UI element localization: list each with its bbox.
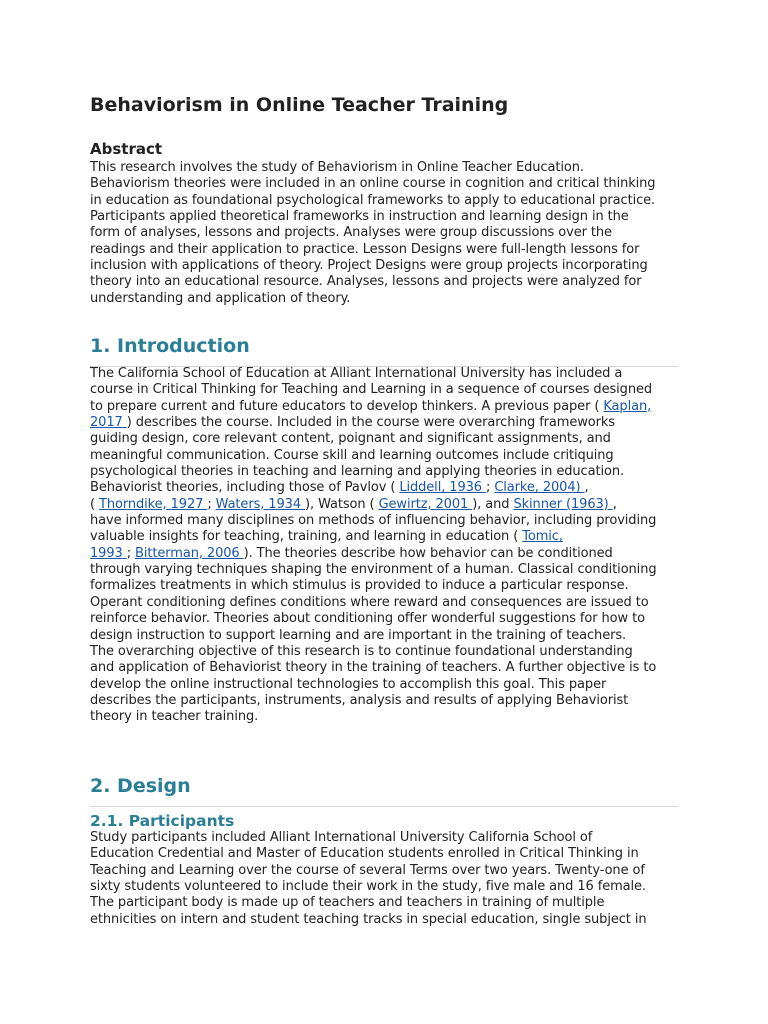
- participants-line: The participant body is made up of teachers and teachers in training of multiple: [90, 895, 605, 911]
- abstract-line: readings and their application to practice. Lesson Designs were full-length lessons for: [90, 241, 640, 257]
- participants-line: Teaching and Learning over the course of several Terms over two years. Twenty-one of: [90, 862, 645, 878]
- introduction-heading: 1. Introduction: [90, 335, 250, 357]
- abstract-line: Behaviorism theories were included in an online course in cognition and critical thinking: [90, 176, 656, 192]
- citation-link-kaplan-year[interactable]: 2017: [90, 415, 127, 431]
- introduction-paragraph: [90, 366, 690, 726]
- citation-link-kaplan[interactable]: Kaplan,: [603, 398, 652, 414]
- abstract-line: Participants applied theoretical frameworks in instruction and learning design in the: [90, 209, 629, 225]
- citation-link-liddell[interactable]: Liddell, 1936: [399, 480, 486, 496]
- intro-line: guiding design, core relevant content, poignant and significant assignments, and: [90, 431, 611, 447]
- intro-text-fragment: (: [90, 496, 100, 512]
- abstract-paragraph: [90, 160, 690, 307]
- abstract-line: form of analyses, lessons and projects. Analyses were group discussions over the: [90, 225, 612, 241]
- citation-link-bitterman[interactable]: Bitterman, 2006: [135, 545, 244, 561]
- intro-line: formalizes treatments in which stimulus is provided to induce a particular response.: [90, 578, 629, 594]
- abstract-line: theory into an educational resource. Analyses, lessons and projects were analyzed for: [90, 274, 642, 290]
- participants-line: Study participants included Alliant International University California School of: [90, 830, 593, 845]
- intro-text-fragment: ,: [584, 480, 589, 496]
- abstract-line: This research involves the study of Behaviorism in Online Teacher Education.: [90, 160, 584, 175]
- citation-link-tomic[interactable]: Tomic,: [522, 529, 563, 545]
- abstract-heading: Abstract: [90, 140, 163, 158]
- intro-line: describes the participants, instruments, analysis and results of applying Behaviorist: [90, 692, 629, 708]
- intro-line: [90, 546, 690, 562]
- participants-line: Education Credential and Master of Education students enrolled in Critical Thinking in: [90, 846, 639, 862]
- intro-text-fragment: ). The theories describe how behavior can be conditioned: [243, 545, 613, 561]
- intro-line: through varying techniques shaping the environment of a human. Classical conditioning: [90, 562, 657, 578]
- intro-line: Operant conditioning defines conditions where reward and consequences are issued to: [90, 594, 649, 610]
- citation-link-skinner[interactable]: Skinner (1963): [513, 496, 613, 512]
- intro-line: have informed many disciplines on methods of influencing behavior, including providing: [90, 513, 657, 529]
- abstract-line: in education as foundational psychological frameworks to apply to educational practice.: [90, 192, 656, 208]
- citation-separator: ;: [126, 545, 136, 561]
- design-heading: 2. Design: [90, 775, 191, 797]
- intro-line: develop the online instructional technologies to accomplish this goal. This paper: [90, 676, 607, 692]
- intro-line: [90, 415, 690, 431]
- intro-line: The California School of Education at Alliant International University has included a: [90, 366, 623, 381]
- intro-line: and application of Behaviorist theory in the training of teachers. A further objective is to: [90, 660, 657, 676]
- intro-text-fragment: ) describes the course. Included in the course were overarching frameworks: [126, 415, 615, 431]
- intro-text-fragment: valuable insights for teaching, training, and learning in education (: [90, 529, 523, 545]
- intro-line: meaningful communication. Course skill and learning outcomes include critiquing: [90, 447, 614, 463]
- intro-line: course in Critical Thinking for Teaching and Learning in a sequence of courses designed: [90, 382, 653, 398]
- intro-line: [90, 529, 690, 545]
- intro-line: psychological theories in teaching and learning and applying theories in education.: [90, 464, 624, 480]
- participants-heading: 2.1. Participants: [90, 812, 235, 830]
- abstract-line: inclusion with applications of theory. Project Designs were group projects incorporating: [90, 258, 648, 274]
- intro-line: theory in teacher training.: [90, 709, 259, 725]
- citation-link-tomic-year[interactable]: 1993: [90, 545, 127, 561]
- citation-link-waters[interactable]: Waters, 1934: [215, 496, 306, 512]
- abstract-line: understanding and application of theory.: [90, 290, 351, 306]
- intro-line: design instruction to support learning and are important in the training of teachers.: [90, 627, 627, 643]
- intro-line: reinforce behavior. Theories about conditioning offer wonderful suggestions for how to: [90, 611, 645, 627]
- intro-text-fragment: ), and: [472, 496, 514, 512]
- participants-paragraph: [90, 830, 690, 928]
- section-divider: [90, 806, 678, 807]
- intro-line: [90, 399, 690, 415]
- citation-link-thorndike[interactable]: Thorndike, 1927: [99, 496, 208, 512]
- citation-separator: ;: [207, 496, 216, 512]
- participants-line: ethnicities on intern and student teaching tracks in special education, single subject in: [90, 911, 647, 927]
- participants-line: sixty students volunteered to include their work in the study, five male and 16 female.: [90, 879, 646, 895]
- intro-line: [90, 480, 690, 496]
- intro-text-fragment: ), Watson (: [305, 496, 379, 512]
- intro-text-fragment: to prepare current and future educators to develop thinkers. A previous paper (: [90, 398, 604, 414]
- intro-text-fragment: Behaviorist theories, including those of Pavlov (: [90, 480, 400, 496]
- intro-line: The overarching objective of this research is to continue foundational understanding: [90, 643, 633, 659]
- citation-link-gewirtz[interactable]: Gewirtz, 2001: [378, 496, 473, 512]
- document-title: Behaviorism in Online Teacher Training: [90, 94, 509, 116]
- intro-line: [90, 497, 690, 513]
- intro-text-fragment: ,: [612, 496, 617, 512]
- citation-separator: ;: [486, 480, 495, 496]
- citation-link-clarke[interactable]: Clarke, 2004): [494, 480, 585, 496]
